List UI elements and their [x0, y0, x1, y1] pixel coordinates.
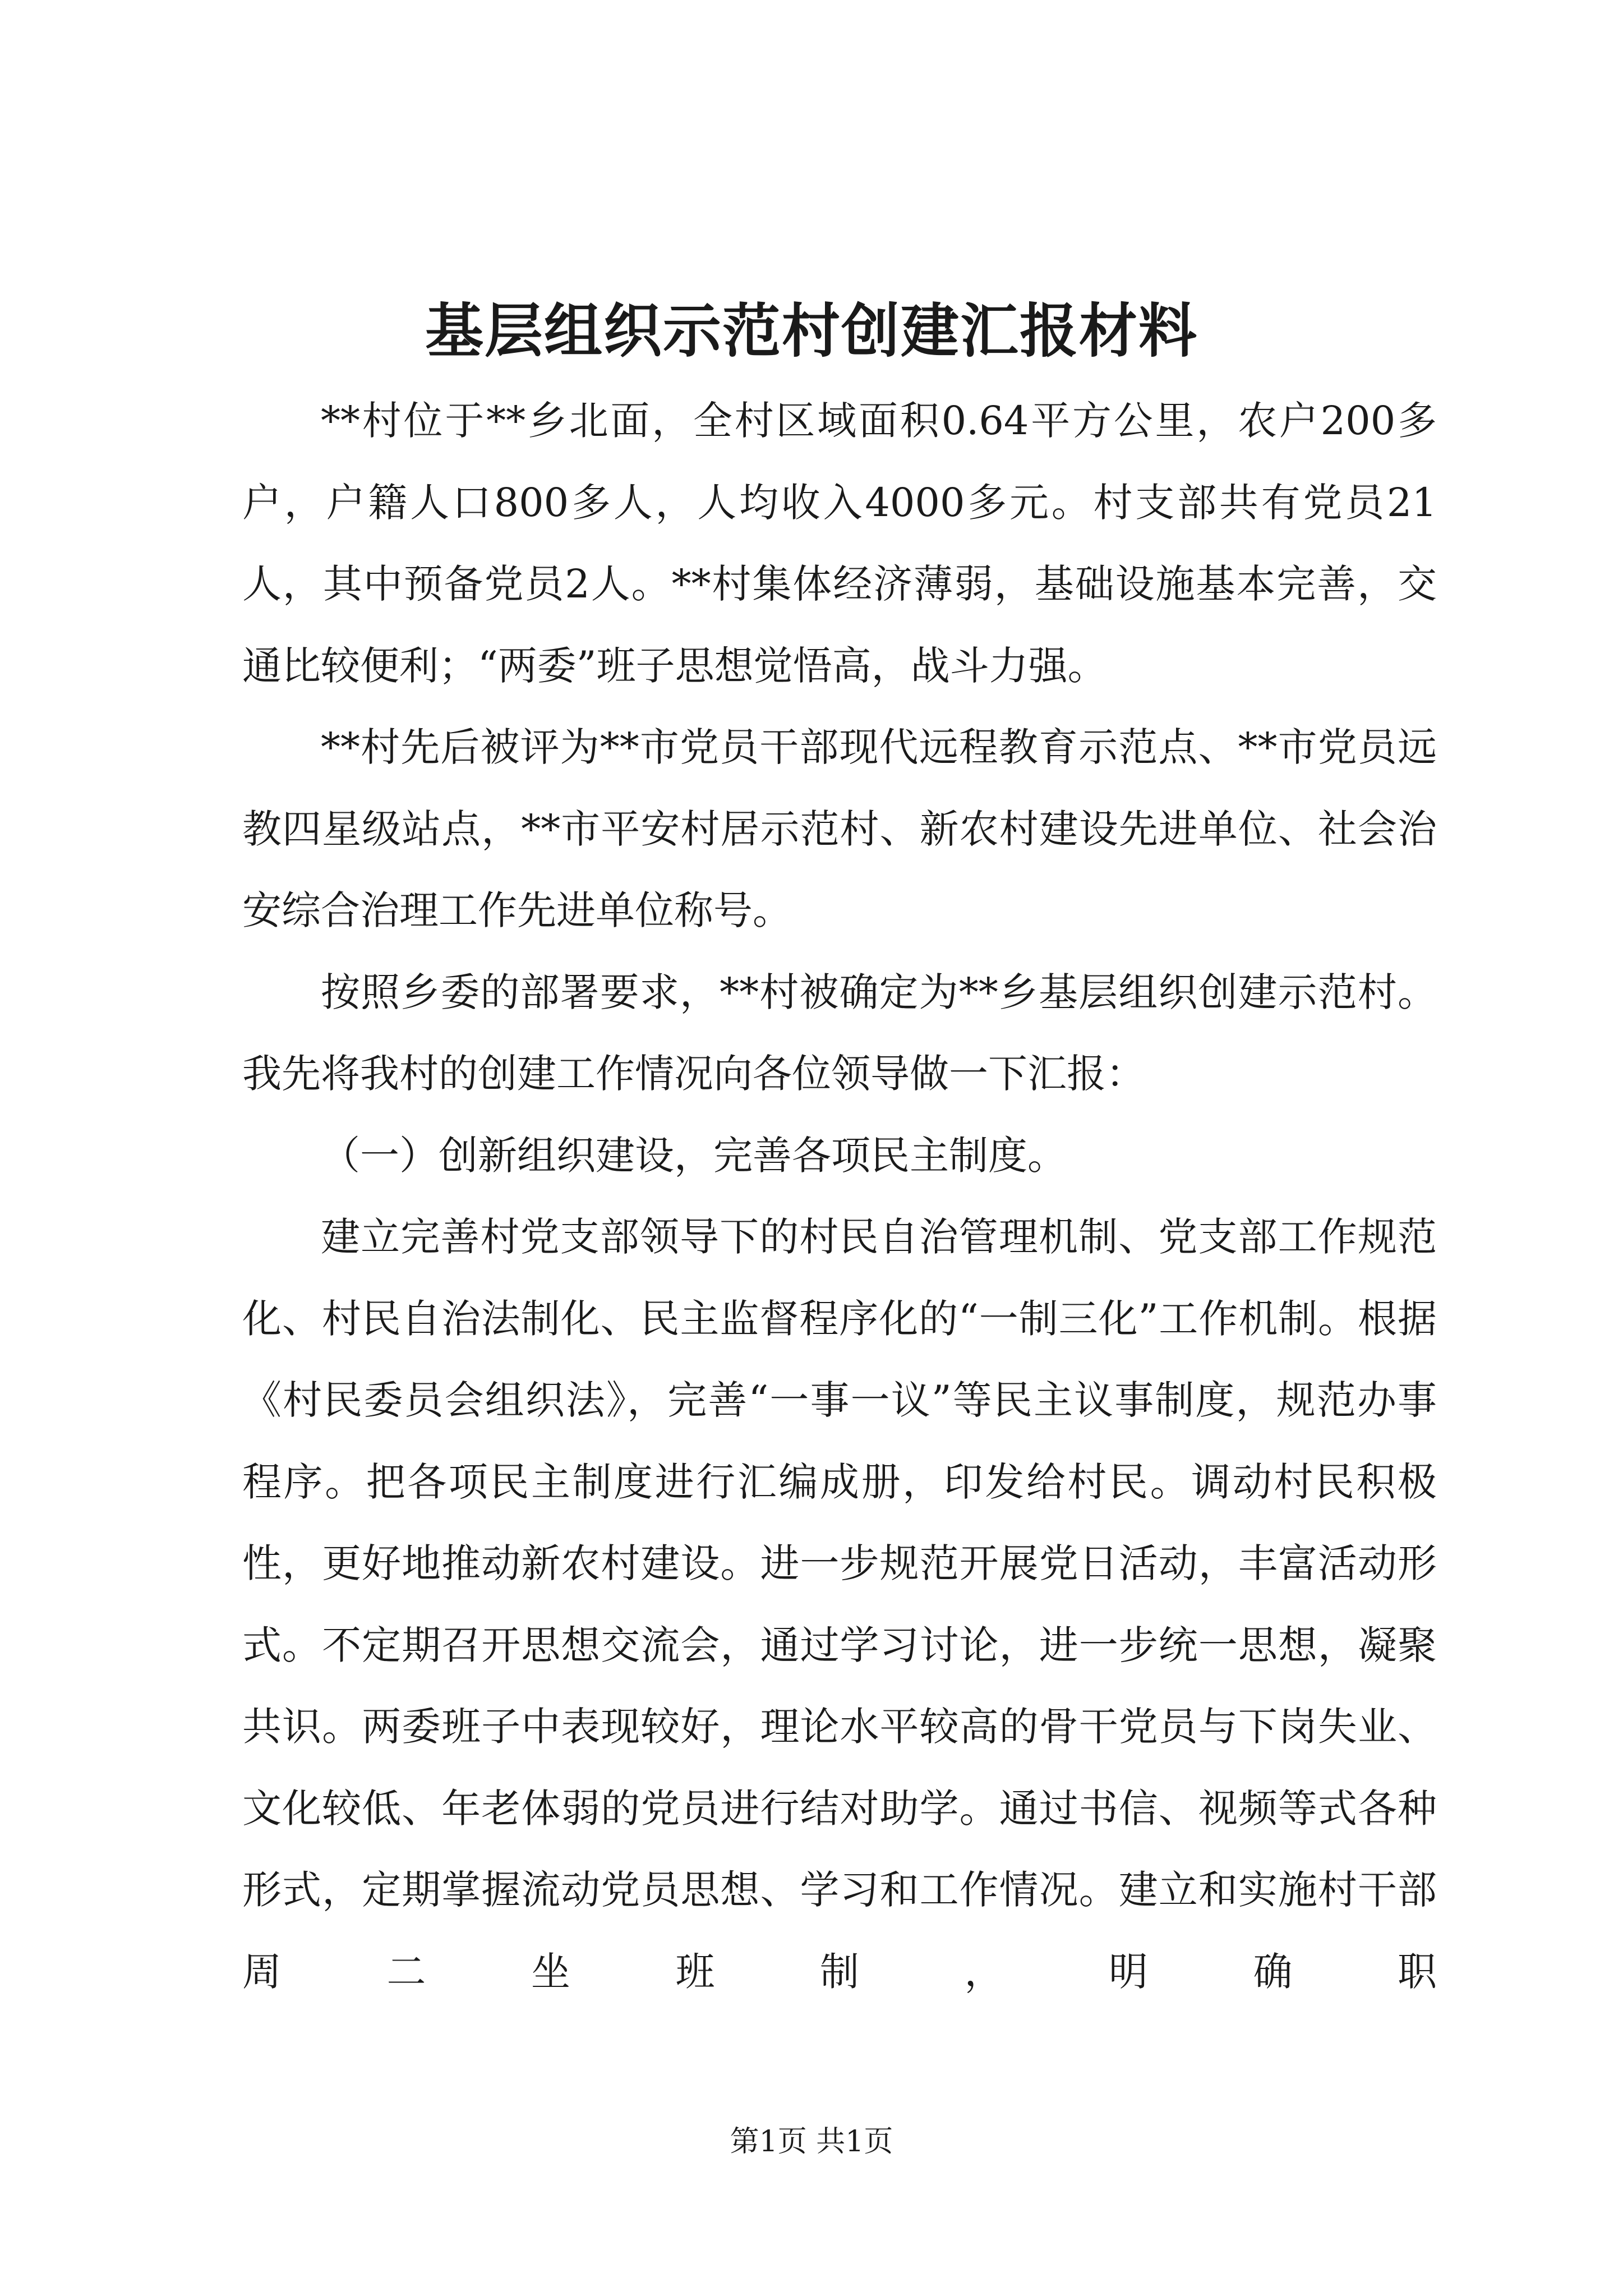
page-footer: 第1页 共1页	[730, 2125, 893, 2159]
paragraph-introduction: 按照乡委的部署要求，**村被确定为**乡基层组织创建示范村。我先将我村的创建工作情况向各位领导做一下汇报：	[242, 969, 1437, 1097]
paragraph-organization-building: 建立完善村党支部领导下的村民自治管理机制、党支部工作规范化、村民自治法制化、民主监督程序化的“一制三化”工作机制。根据《村民委员会组织法》，完善“一事一议”等民主议事制度，规范办事程序。把各项民主制度进行汇编成册，印发给村民。调动村民积极性，更好地推动新农村建设。进一步规范开展党日活动，丰富活动形式。不定期召开思想交流会，通过学习讨论，进一步统一思想，凝聚共识。两委班子中表现较好，理论水平较高的骨干党员与下岗失业、文化较低、年老体弱的党员进行结对助学。通过书信、视频等式各种形式，定期掌握流动党员思想、学习和工作情况。建立和实施村干部周二坐班制，明确职	[242, 1214, 1437, 1995]
paragraph-village-overview: **村位于**乡北面，全村区域面积0.64平方公里，农户200多户，户籍人口800多人，人均收入4000多元。村支部共有党员21人，其中预备党员2人。**村集体经济薄弱，基础设施基本完善，交通比较便利；“两委”班子思想觉悟高，战斗力强。	[242, 398, 1437, 689]
document-title: 基层组织示范村创建汇报材料	[425, 296, 1198, 365]
paragraph-honors: **村先后被评为**市党员干部现代远程教育示范点、**市党员远教四星级站点，**市平安村居示范村、新农村建设先进单位、社会治安综合治理工作先进单位称号。	[242, 724, 1437, 933]
document-body	[242, 380, 1437, 2013]
section-heading-1: （一）创新组织建设，完善各项民主制度。	[321, 1132, 1067, 1179]
